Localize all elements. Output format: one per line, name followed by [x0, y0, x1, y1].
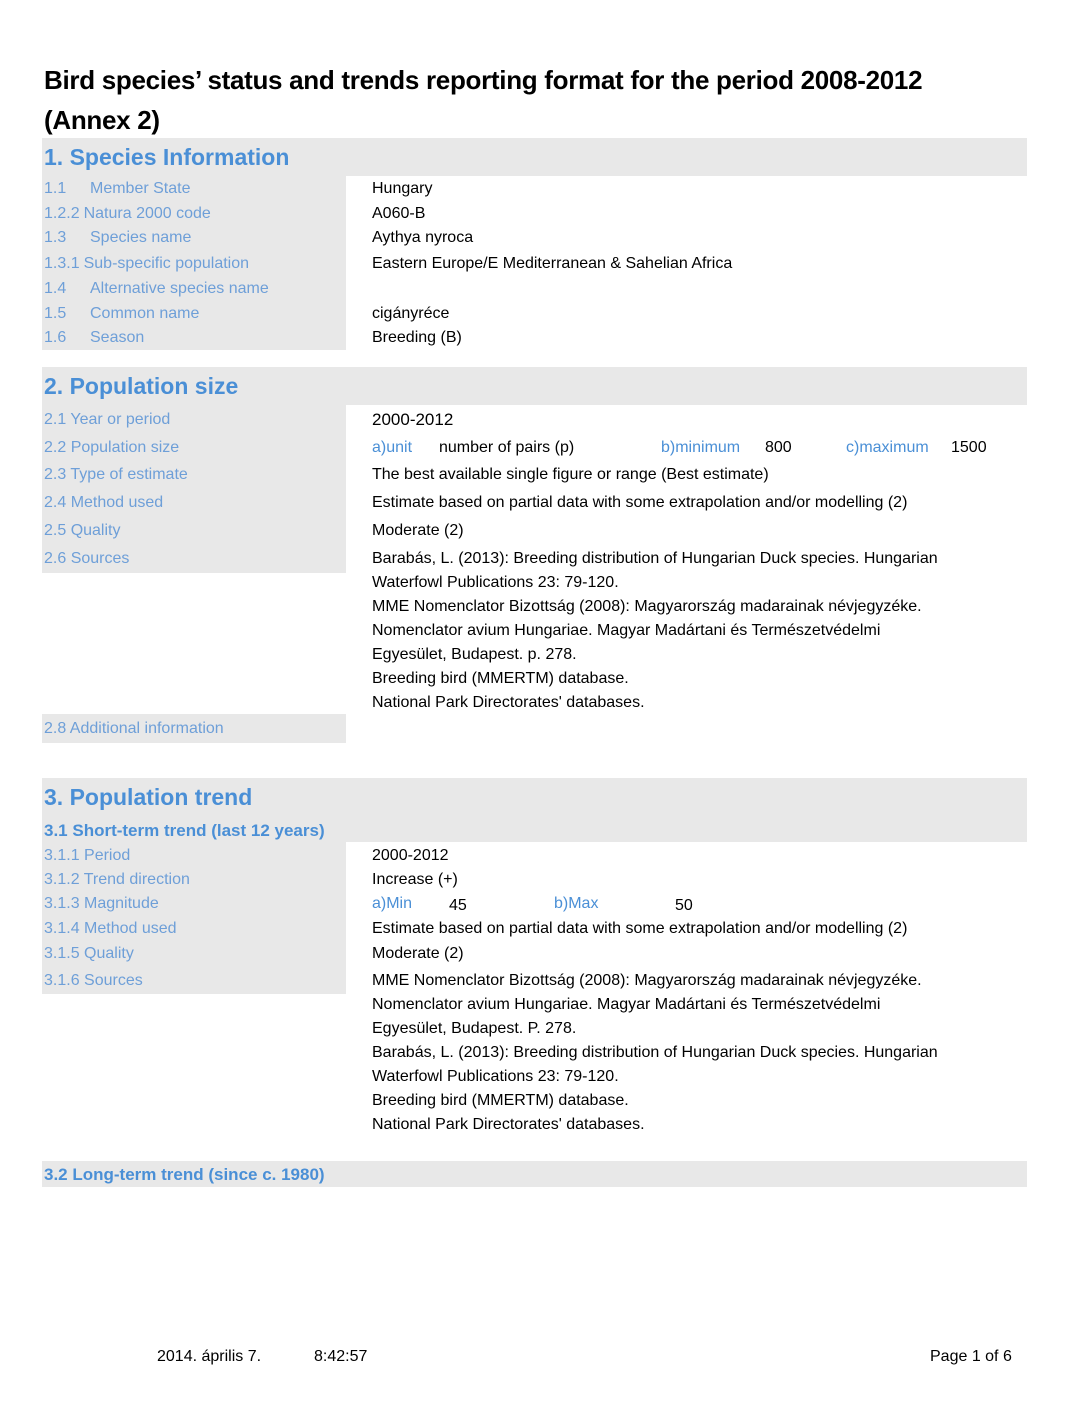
species-info-label: [44, 177, 190, 201]
trend-method-label: 3.1.4 Method used: [44, 920, 177, 937]
species-info-number: 1.1: [44, 180, 67, 197]
species-info-number: 1.3.1: [44, 255, 80, 272]
source-line: Breeding bird (MMERTM) database.: [372, 670, 629, 687]
species-info-label-text: Season: [90, 329, 145, 346]
footer-time: 8:42:57: [314, 1348, 368, 1365]
species-info-value: cigányréce: [372, 305, 450, 322]
source-line: Barabás, L. (2013): Breeding distribution of Hungarian Duck species. Hungarian: [372, 1044, 938, 1061]
document-title: [44, 60, 1034, 140]
species-info-label-text: Species name: [90, 229, 192, 246]
method-value: Estimate based on partial data with some extrapolation and/or modelling (2): [372, 494, 908, 511]
section2-heading: 2. Population size: [44, 373, 239, 399]
type-label: 2.3 Type of estimate: [44, 466, 188, 483]
direction-value: Increase (+): [372, 871, 458, 888]
magnitude-label: 3.1.3 Magnitude: [44, 895, 159, 912]
document-title-line1: Bird species’ status and trends reporting format for the period 2008-2012: [44, 65, 923, 95]
species-info-value: Eastern Europe/E Mediterranean & Sahelian Africa: [372, 255, 733, 272]
period-label: 3.1.1 Period: [44, 847, 131, 864]
population-size-label: 2.2 Population size: [44, 439, 180, 456]
source-line: Breeding bird (MMERTM) database.: [372, 1092, 629, 1109]
source-line: National Park Directorates' databases.: [372, 694, 645, 711]
species-info-value: Breeding (B): [372, 329, 462, 346]
quality-value: Moderate (2): [372, 522, 464, 539]
period-value: 2000-2012: [372, 847, 449, 864]
magnitude-max-value: 50: [675, 897, 693, 914]
source-line: MME Nomenclator Bizottság (2008): Magyarország madarainak névjegyzéke.: [372, 598, 922, 615]
source-line: Nomenclator avium Hungariae. Magyar Madártani és Természetvédelmi: [372, 622, 881, 639]
direction-label: 3.1.2 Trend direction: [44, 871, 190, 888]
magnitude-min-label: a)Min: [372, 895, 413, 912]
species-info-number: 1.5: [44, 305, 67, 322]
trend-quality-value: Moderate (2): [372, 945, 464, 962]
species-info-value: Hungary: [372, 180, 433, 197]
species-info-label-text: Member State: [90, 180, 191, 197]
species-info-label: [44, 277, 269, 301]
magnitude-max-label: b)Max: [554, 895, 599, 912]
source-line: Barabás, L. (2013): Breeding distribution of Hungarian Duck species. Hungarian: [372, 550, 938, 567]
section1-heading: 1. Species Information: [44, 144, 290, 170]
species-info-label-text: Alternative species name: [90, 280, 269, 297]
trend-quality-label: 3.1.5 Quality: [44, 945, 134, 962]
section2-sources: [372, 547, 938, 715]
species-info-number: 1.6: [44, 329, 67, 346]
maximum-value: 1500: [951, 439, 987, 456]
additional-label: 2.8 Additional information: [44, 720, 224, 737]
species-info-number: 1.3: [44, 229, 67, 246]
source-line: Waterfowl Publications 23: 79-120.: [372, 1068, 619, 1085]
trend-sources-label: 3.1.6 Sources: [44, 972, 143, 989]
unit-label: a)unit: [372, 439, 413, 456]
species-info-label-text: Sub-specific population: [83, 255, 250, 272]
maximum-label: c)maximum: [846, 439, 929, 456]
species-info-number: 1.2.2: [44, 205, 80, 222]
source-line: Nomenclator avium Hungariae. Magyar Madártani és Természetvédelmi: [372, 996, 881, 1013]
minimum-label: b)minimum: [661, 439, 741, 456]
species-info-number: 1.4: [44, 280, 67, 297]
document-title-line2: (Annex 2): [44, 105, 160, 135]
short-term-heading: 3.1 Short-term trend (last 12 years): [44, 821, 325, 840]
magnitude-min-value: 45: [449, 897, 467, 914]
method-label: 2.4 Method used: [44, 494, 164, 511]
year-value: 2000-2012: [372, 410, 454, 429]
section3-sources: [372, 969, 938, 1137]
species-info-label: [44, 226, 191, 250]
species-info-value: Aythya nyroca: [372, 229, 474, 246]
section3-heading: 3. Population trend: [44, 784, 253, 810]
footer-date: 2014. április 7.: [157, 1348, 262, 1365]
species-info-label: [44, 202, 211, 226]
footer-page-number: Page 1 of 6: [930, 1348, 1012, 1365]
long-term-heading: 3.2 Long-term trend (since c. 1980): [44, 1165, 325, 1184]
species-info-label: [44, 252, 249, 276]
minimum-value: 800: [765, 439, 792, 456]
unit-value: number of pairs (p): [439, 439, 575, 456]
year-label: 2.1 Year or period: [44, 411, 171, 428]
source-line: National Park Directorates' databases.: [372, 1116, 645, 1133]
sources-label: 2.6 Sources: [44, 550, 130, 567]
source-line: Egyesület, Budapest. p. 278.: [372, 646, 577, 663]
source-line: Egyesület, Budapest. P. 278.: [372, 1020, 577, 1037]
type-value: The best available single figure or range (Best estimate): [372, 466, 769, 483]
trend-method-value: Estimate based on partial data with some extrapolation and/or modelling (2): [372, 920, 908, 937]
source-line: MME Nomenclator Bizottság (2008): Magyarország madarainak névjegyzéke.: [372, 972, 922, 989]
species-info-label: [44, 326, 144, 350]
species-info-label: [44, 302, 199, 326]
species-info-value: A060-B: [372, 205, 426, 222]
source-line: Waterfowl Publications 23: 79-120.: [372, 574, 619, 591]
species-info-label-text: Common name: [90, 305, 200, 322]
species-info-label-text: Natura 2000 code: [83, 205, 211, 222]
quality-label: 2.5 Quality: [44, 522, 121, 539]
